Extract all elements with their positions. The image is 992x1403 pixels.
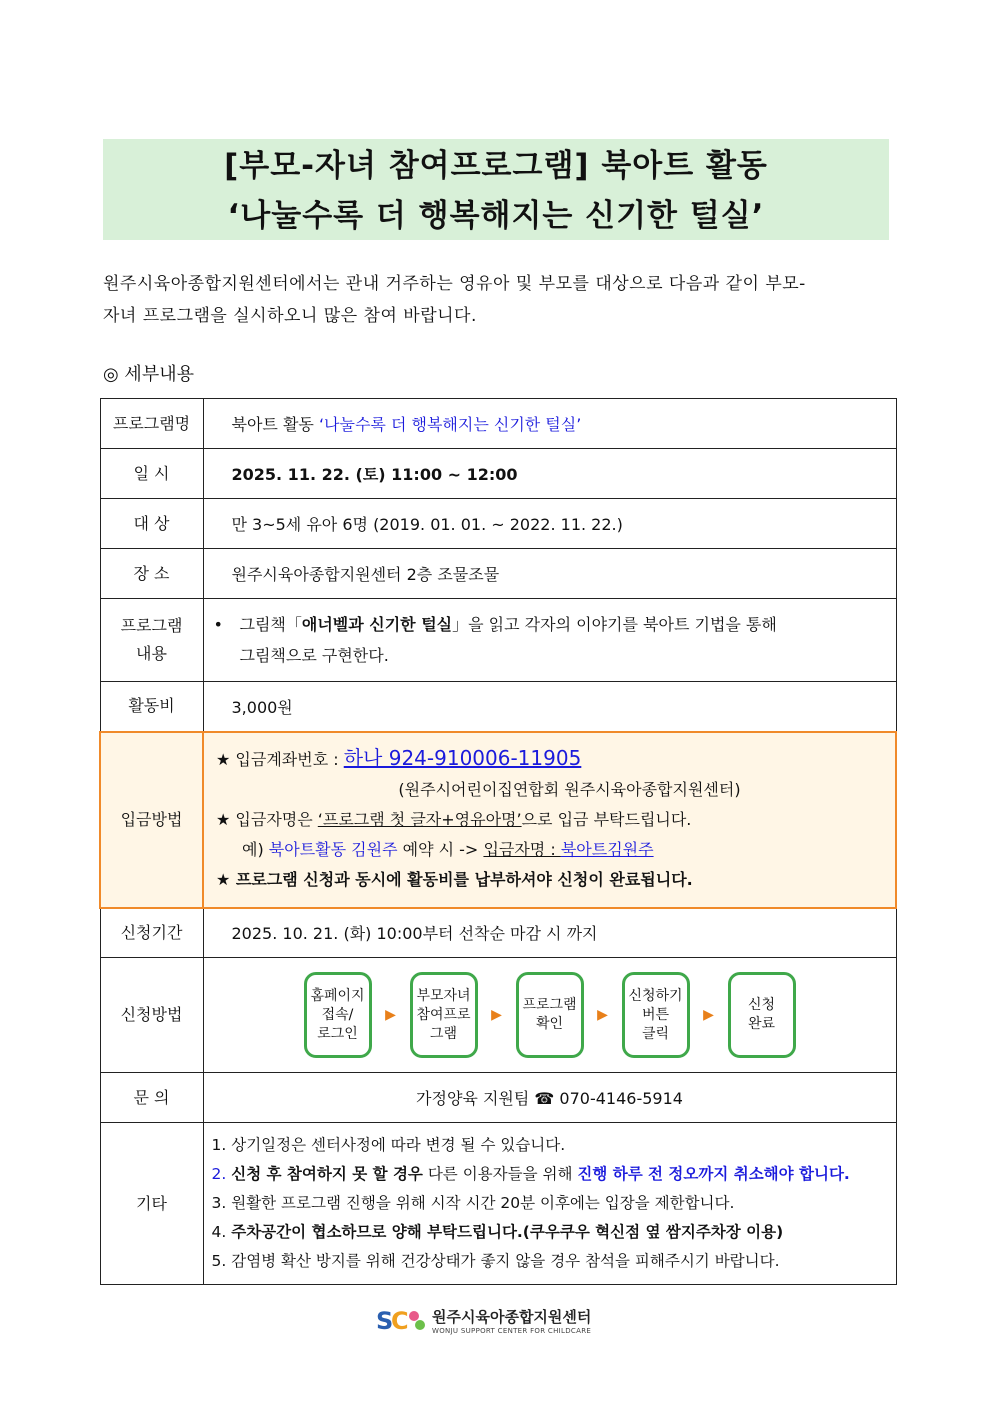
account-holder: (원주시어린이집연합회 원주시육아종합지원센터) bbox=[398, 779, 741, 799]
row-target bbox=[100, 499, 896, 549]
row-contact bbox=[100, 1073, 896, 1123]
organization-logo-icon bbox=[376, 1305, 428, 1335]
example-mid: 예약 시 -> bbox=[397, 839, 484, 859]
content-line-1-post: 」을 읽고 각자의 이야기를 북아트 기법을 통해 bbox=[452, 615, 777, 634]
row-payment bbox=[100, 732, 896, 908]
bullet-icon: • bbox=[213, 615, 223, 634]
content-line-1-pre: 그림책「 bbox=[239, 615, 302, 634]
title-line-1: [부모-자녀 참여프로그램] 북아트 활동 bbox=[224, 148, 768, 184]
example-line bbox=[216, 835, 883, 865]
arrow-right-icon: ▶ bbox=[491, 1007, 502, 1023]
value-program-name bbox=[203, 399, 896, 449]
intro-paragraph bbox=[103, 268, 889, 332]
note-4-num: 4. bbox=[211, 1223, 232, 1241]
label-datetime: 일 시 bbox=[100, 449, 203, 499]
intro-line-2: 자녀 프로그램을 실시하오니 많은 참여 바랍니다. bbox=[103, 306, 477, 326]
section-heading: ◎ 세부내용 bbox=[103, 364, 194, 385]
content-line-1 bbox=[240, 609, 777, 640]
row-place bbox=[100, 549, 896, 599]
content-line-2: 그림책으로 구현한다. bbox=[239, 646, 389, 665]
account-number: 하나 924-910006-11905 bbox=[343, 745, 582, 770]
depositor-line bbox=[216, 805, 883, 835]
row-method bbox=[100, 958, 896, 1073]
step-click-apply: 신청하기 버튼 클릭 bbox=[622, 972, 690, 1058]
intro-line-1: 원주시육아종합지원센터에서는 관내 거주하는 영유아 및 부모를 대상으로 다음과 같이 부모- bbox=[103, 274, 806, 294]
value-method bbox=[203, 958, 896, 1073]
note-2-bold: 신청 후 참여하지 못 할 경우 bbox=[231, 1165, 423, 1183]
arrow-right-icon: ▶ bbox=[385, 1007, 396, 1023]
value-contact: 가정양육 지원팀 ☎ 070-4146-5914 bbox=[203, 1073, 896, 1123]
step-parent-child-program: 부모자녀 참여프로 그램 bbox=[410, 972, 478, 1058]
label-place: 장 소 bbox=[100, 549, 203, 599]
payment-notice bbox=[216, 865, 883, 895]
label-target: 대 상 bbox=[100, 499, 203, 549]
note-3: 3. 원활한 프로그램 진행을 위해 시작 시간 20분 이후에는 입장을 제한합니다. bbox=[211, 1194, 735, 1212]
note-4 bbox=[212, 1218, 890, 1247]
title-line-2: ‘나눌수록 더 행복해지는 신기한 털실’ bbox=[227, 198, 765, 234]
arrow-right-icon: ▶ bbox=[703, 1007, 714, 1023]
step-homepage-login: 홈페이지 접속/ 로그인 bbox=[304, 972, 372, 1058]
star-icon: ★ bbox=[216, 749, 231, 769]
star-icon: ★ bbox=[216, 869, 231, 889]
note-2-mid: 다른 이용자들을 위해 bbox=[422, 1165, 578, 1183]
value-period: 2025. 10. 21. (화) 10:00부터 선착순 마감 시 까지 bbox=[203, 908, 896, 958]
note-2-num: 2. bbox=[211, 1165, 232, 1183]
label-period: 신청기간 bbox=[100, 908, 203, 958]
payment-account-line bbox=[216, 743, 883, 775]
step-complete: 신청 완료 bbox=[728, 972, 796, 1058]
footer-org-name-en: WONJU SUPPORT CENTER FOR CHILDCARE bbox=[432, 1326, 592, 1335]
note-2 bbox=[212, 1160, 890, 1189]
example-value: 북아트김원주 bbox=[560, 839, 654, 859]
label-program-name: 프로그램명 bbox=[100, 399, 203, 449]
title-banner bbox=[103, 139, 889, 240]
label-fee: 활동비 bbox=[100, 682, 203, 732]
row-datetime bbox=[100, 449, 896, 499]
label-content bbox=[100, 599, 203, 682]
details-table bbox=[99, 398, 897, 1285]
content-book-title: 애너벨과 신기한 털실 bbox=[301, 615, 453, 634]
label-payment: 입금방법 bbox=[100, 732, 203, 908]
note-5: 5. 감염병 확산 방지를 위해 건강상태가 좋지 않을 경우 참석을 피해주시기 바랍니다. bbox=[211, 1252, 780, 1270]
depositor-format: ‘프로그램 첫 글자+영유아명’ bbox=[317, 809, 522, 829]
value-etc bbox=[203, 1123, 896, 1285]
star-icon: ★ bbox=[216, 809, 231, 829]
example-pre: 예) bbox=[242, 839, 269, 859]
label-contact: 문 의 bbox=[100, 1073, 203, 1123]
label-content-line-1: 프로그램 bbox=[120, 616, 183, 635]
label-etc: 기타 bbox=[100, 1123, 203, 1285]
value-target: 만 3~5세 유아 6명 (2019. 01. 01. ~ 2022. 11. 22.) bbox=[203, 499, 896, 549]
row-period bbox=[100, 908, 896, 958]
row-etc bbox=[100, 1123, 896, 1285]
value-datetime: 2025. 11. 22. (토) 11:00 ~ 12:00 bbox=[203, 449, 896, 499]
example-program: 북아트활동 김원주 bbox=[268, 839, 398, 859]
payment-notice-text: 프로그램 신청과 동시에 활동비를 납부하셔야 신청이 완료됩니다. bbox=[230, 869, 693, 889]
row-program-name bbox=[100, 399, 896, 449]
program-name-title: ‘나눌수록 더 행복해지는 신기한 털실’ bbox=[318, 415, 582, 434]
label-content-line-2: 내용 bbox=[136, 644, 167, 663]
row-fee bbox=[100, 682, 896, 732]
note-2-deadline: 진행 하루 전 정오까지 취소해야 합니다. bbox=[577, 1165, 850, 1183]
footer-logo bbox=[376, 1305, 591, 1335]
depositor-post: 으로 입금 부탁드립니다. bbox=[521, 809, 692, 829]
step-check-program: 프로그램 확인 bbox=[516, 972, 584, 1058]
application-flow bbox=[204, 958, 896, 1072]
example-label: 입금자명 : bbox=[483, 839, 561, 859]
value-content bbox=[203, 599, 896, 682]
note-1: 1. 상기일정은 센터사정에 따라 변경 될 수 있습니다. bbox=[211, 1136, 566, 1154]
value-payment bbox=[203, 732, 896, 908]
label-method: 신청방법 bbox=[100, 958, 203, 1073]
svg-text:C: C bbox=[391, 1307, 409, 1335]
account-label: 입금계좌번호 : bbox=[230, 749, 344, 769]
svg-text:S: S bbox=[376, 1307, 394, 1335]
arrow-right-icon: ▶ bbox=[597, 1007, 608, 1023]
note-4-parking: 주차공간이 협소하므로 양해 부탁드립니다.(쿠우쿠우 혁신점 옆 쌈지주차장 이용) bbox=[231, 1223, 784, 1241]
value-place: 원주시육아종합지원센터 2층 조물조물 bbox=[203, 549, 896, 599]
value-fee: 3,000원 bbox=[203, 682, 896, 732]
depositor-pre: 입금자명은 bbox=[230, 809, 318, 829]
footer-org-name: 원주시육아종합지원센터 bbox=[432, 1307, 592, 1326]
program-name-prefix: 북아트 활동 bbox=[231, 415, 319, 434]
row-content bbox=[100, 599, 896, 682]
